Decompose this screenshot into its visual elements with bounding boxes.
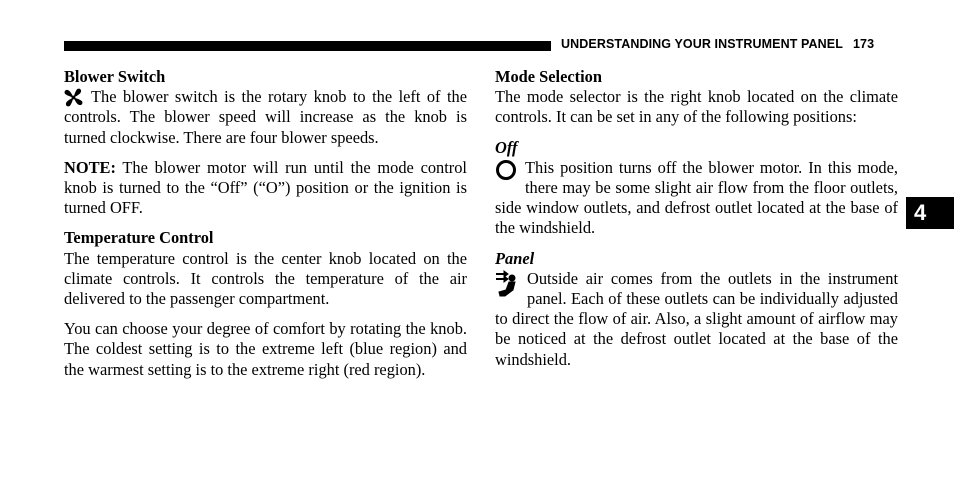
blower-switch-text: The blower switch is the rotary knob to the left of the controls. The blower speed will increase as the knob is turned clockwise. There are four blower speeds. (64, 87, 467, 147)
off-text: This position turns off the blower motor. In this mode, there may be some slight air flow from the floor outlets, side window outlets, and defrost outlet located at the base of the windshield. (495, 157, 898, 238)
mode-selection-paragraph: The mode selector is the right knob located on the climate controls. It can be set in any of the following positions: (495, 87, 898, 127)
panel-subheading: Panel (495, 248, 535, 268)
off-circle-icon (495, 159, 517, 181)
note-label: NOTE: (64, 157, 116, 177)
note-paragraph (64, 158, 467, 219)
temperature-paragraph-1: The temperature control is the center knob located on the climate controls. It controls the temperature of the air delivered to the passenger compartment. (64, 248, 467, 309)
temperature-control-heading: Temperature Control (64, 228, 214, 248)
header-rule (64, 41, 551, 51)
temperature-paragraph-2: You can choose your degree of comfort by rotating the knob. The coldest setting is to the extreme left (blue region) and the warmest setting is to the extreme right (red region). (64, 319, 467, 379)
panel-text: Outside air comes from the outlets in the instrument panel. Each of these outlets can be individually adjusted to direct the flow of air. Also, a slight amount of airflow may be noticed at the defrost outlet located at the base of the windshield. (495, 268, 898, 369)
page-number: 173 (852, 37, 875, 51)
right-column (495, 67, 898, 370)
blower-switch-heading: Blower Switch (64, 67, 166, 86)
fan-icon (64, 88, 83, 107)
left-column (64, 67, 467, 380)
section-title: UNDERSTANDING YOUR INSTRUMENT PANEL (561, 37, 843, 51)
running-header (561, 37, 874, 51)
panel-vent-icon (495, 270, 519, 300)
chapter-tab: 4 (906, 197, 954, 229)
panel-paragraph (495, 269, 898, 370)
off-subheading: Off (495, 137, 518, 157)
blower-switch-paragraph (64, 87, 467, 148)
mode-selection-heading: Mode Selection (495, 67, 602, 86)
note-text: The blower motor will run until the mode control knob is turned to the “Off” (“O”) position or the ignition is turned OFF. (64, 157, 467, 218)
off-paragraph (495, 158, 898, 239)
